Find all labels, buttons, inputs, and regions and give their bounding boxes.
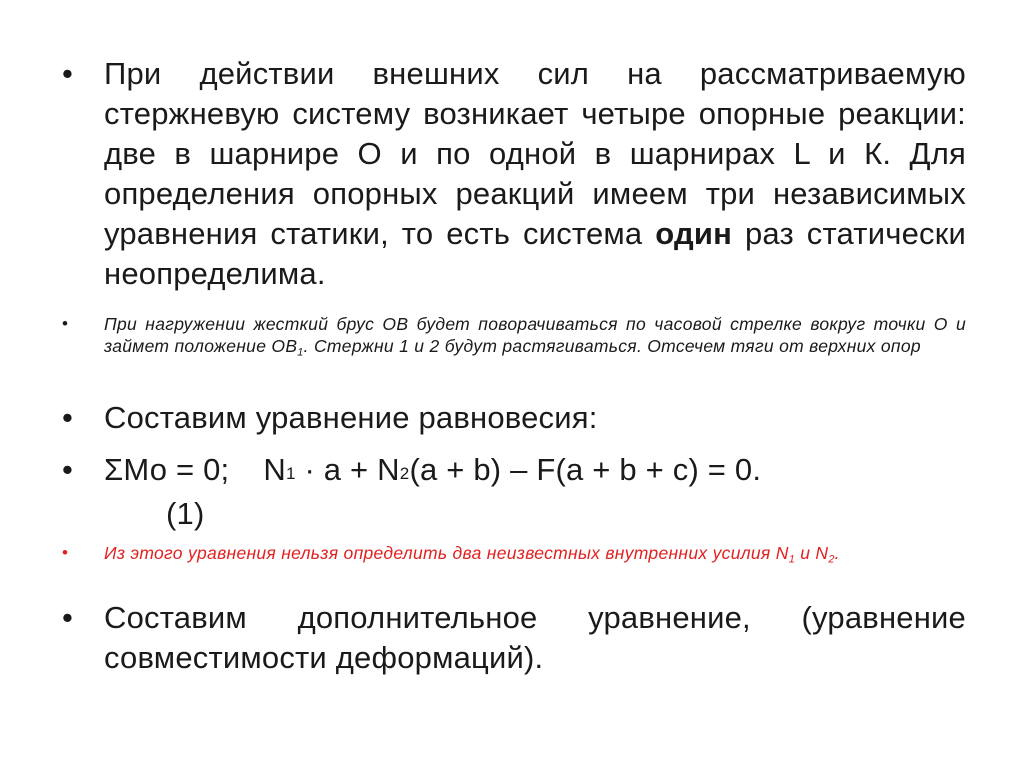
text-part: При действии внешних сил на рассматриваемую стержневую систему возникает четыре опорные реакции: две в шарнире О и по одной в шарнирах L и К. Для определения опорных реакций имеем три независимых уравнения статики, то есть система — [104, 56, 966, 251]
bullet-text — [104, 313, 966, 357]
bullet-marker: • — [62, 400, 74, 435]
bullet-loading-note — [62, 313, 966, 357]
subscript: 1 — [285, 464, 296, 484]
text-part: и N — [795, 543, 829, 563]
subscript: 2 — [828, 553, 835, 566]
text-part: раз статически неопределима. — [104, 216, 966, 291]
text-part: Из этого уравнения нельзя определить два неизвестных внутренних усилия N — [104, 543, 789, 563]
bullet-text — [104, 54, 966, 294]
equation-number: (1) — [166, 496, 205, 532]
bullet-equation — [62, 450, 966, 534]
bullet-text — [104, 542, 966, 564]
bullet-warning-note — [62, 542, 966, 564]
text-part: . — [834, 543, 840, 563]
bullet-marker: • — [62, 56, 74, 91]
text-part: При нагружении жесткий брус ОВ будет поворачиваться по часовой стрелке вокруг точки О и займет положение ОВ — [104, 314, 966, 356]
bullet-marker: • — [62, 543, 69, 562]
subscript: 1 — [788, 553, 796, 566]
subscript: 2 — [399, 464, 410, 484]
bullet-text: Составим уравнение равновесия: — [104, 400, 598, 435]
equation-left: ΣМо = 0; — [104, 452, 230, 487]
bullet-compatibility — [62, 598, 966, 678]
subscript: 1 — [297, 346, 304, 359]
bullet-text: Составим дополнительное уравнение, (уравнение совместимости деформаций). — [104, 600, 966, 675]
equation-right: (a + b) – F(a + b + c) = 0. — [409, 452, 762, 487]
equation — [104, 450, 966, 534]
equation-n1: N — [263, 452, 286, 487]
text-part: . Стержни 1 и 2 будут растягиваться. Отсечем тяги от верхних опор — [303, 336, 921, 356]
equation-mid: · a + N — [295, 452, 400, 487]
bold-word: один — [655, 216, 733, 251]
bullet-marker: • — [62, 452, 74, 487]
bullet-marker: • — [62, 314, 69, 333]
bullet-equilibrium-heading — [62, 398, 966, 438]
bullet-statement — [62, 54, 966, 294]
bullet-marker: • — [62, 600, 74, 635]
